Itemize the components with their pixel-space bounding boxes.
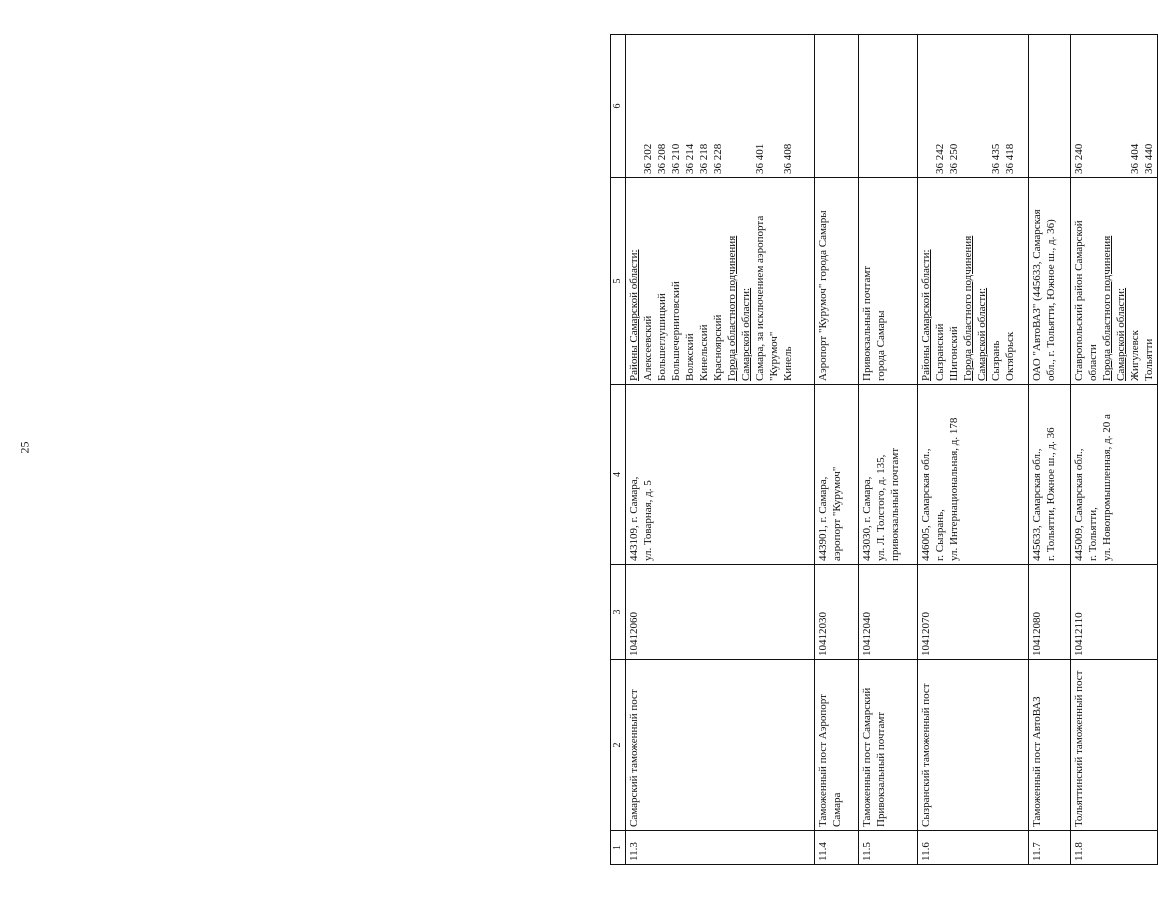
post-name-cell: Таможенный пост Аэропорт Самара bbox=[815, 660, 859, 831]
address-cell bbox=[626, 385, 815, 565]
okato-code-cell bbox=[1029, 35, 1071, 178]
post-code-cell: 10412080 bbox=[1029, 565, 1071, 660]
row-number-cell: 11.8 bbox=[1071, 831, 1158, 865]
cell-line: Октябрьск bbox=[1004, 331, 1016, 381]
cell-line: 36 210 bbox=[670, 143, 682, 174]
region-cell bbox=[1071, 178, 1158, 385]
page-number: 25 bbox=[17, 441, 32, 454]
cell-line: 445633, Самарская обл., bbox=[1031, 448, 1043, 561]
column-header: 3 bbox=[611, 565, 626, 660]
cell-line: 36 440 bbox=[1143, 143, 1155, 174]
post-code-cell: 10412060 bbox=[626, 565, 815, 660]
cell-line: г. Тольятти, bbox=[1087, 507, 1099, 561]
cell-line: Аэропорт "Курумоч" города Самары bbox=[817, 210, 829, 381]
cell-line: 36 418 bbox=[1004, 143, 1016, 174]
cell-line: Города областного подчинения bbox=[726, 235, 738, 381]
column-header: 1 bbox=[611, 831, 626, 865]
table-row bbox=[1071, 35, 1158, 865]
row-number-cell: 11.4 bbox=[815, 831, 859, 865]
cell-line: г. Тольятти, Южное ш., д. 36 bbox=[1045, 427, 1057, 561]
blank-line bbox=[1114, 38, 1128, 174]
table-row bbox=[815, 35, 859, 865]
blank-line bbox=[627, 38, 641, 174]
blank-line bbox=[1100, 38, 1114, 174]
blank-line bbox=[961, 38, 975, 174]
cell-line: ул. Л. Толстого, д. 135, bbox=[875, 454, 887, 561]
post-code-cell: 10412070 bbox=[918, 565, 1029, 660]
cell-line: 443109, г. Самара, bbox=[628, 476, 640, 561]
customs-posts-table bbox=[610, 34, 1158, 865]
cell-line: Шигонский bbox=[948, 326, 960, 381]
cell-line: Кинель bbox=[782, 346, 794, 381]
cell-line: города Самары bbox=[875, 310, 887, 381]
okato-code-cell bbox=[918, 35, 1029, 178]
post-name-cell: Самарский таможенный пост bbox=[626, 660, 815, 831]
table-row bbox=[1029, 35, 1071, 865]
cell-line: области bbox=[1087, 344, 1099, 381]
cell-line: ул. Интернациональная, д. 178 bbox=[948, 417, 960, 561]
cell-line: Большечерниговский bbox=[670, 281, 682, 381]
blank-line bbox=[919, 38, 933, 174]
column-header: 5 bbox=[611, 178, 626, 385]
cell-line: Сызранский bbox=[934, 323, 946, 381]
cell-line: Алексеевский bbox=[642, 315, 654, 381]
cell-line: 443901, г. Самара, bbox=[817, 476, 829, 561]
cell-line: 36 214 bbox=[684, 143, 696, 174]
post-code-cell: 10412110 bbox=[1071, 565, 1158, 660]
address-cell bbox=[918, 385, 1029, 565]
okato-code-cell bbox=[815, 35, 859, 178]
column-header: 4 bbox=[611, 385, 626, 565]
region-cell bbox=[918, 178, 1029, 385]
okato-code-cell bbox=[859, 35, 918, 178]
cell-line: 36 208 bbox=[656, 143, 668, 174]
blank-line bbox=[975, 38, 989, 174]
cell-line: 443030, г. Самара, bbox=[861, 476, 873, 561]
okato-code-cell bbox=[1071, 35, 1158, 178]
cell-line: 36 404 bbox=[1129, 143, 1141, 174]
post-code-cell: 10412030 bbox=[815, 565, 859, 660]
cell-line: Районы Самарской области: bbox=[920, 249, 932, 381]
cell-line: 446005, Самарская обл., bbox=[920, 448, 932, 561]
address-cell bbox=[859, 385, 918, 565]
address-cell bbox=[1029, 385, 1071, 565]
okato-code-cell bbox=[626, 35, 815, 178]
cell-line: Самара, за исключением аэропорта bbox=[754, 215, 766, 381]
cell-line: Самарской области: bbox=[1115, 287, 1127, 381]
cell-line: обл., г. Тольятти, Южное ш., д. 36) bbox=[1045, 219, 1057, 381]
cell-line: Жигулевск bbox=[1129, 330, 1141, 381]
blank-line bbox=[739, 38, 753, 174]
region-cell bbox=[1029, 178, 1071, 385]
post-name-cell: Таможенный пост Самарский Привокзальный почтамт bbox=[859, 660, 918, 831]
row-number-cell: 11.5 bbox=[859, 831, 918, 865]
table-row bbox=[859, 35, 918, 865]
cell-line: привокзальный почтамт bbox=[889, 447, 901, 561]
cell-line: 36 408 bbox=[782, 143, 794, 174]
table-row bbox=[626, 35, 815, 865]
row-number-cell: 11.3 bbox=[626, 831, 815, 865]
row-number-cell: 11.7 bbox=[1029, 831, 1071, 865]
cell-line: "Курумоч" bbox=[768, 331, 780, 381]
address-cell bbox=[1071, 385, 1158, 565]
post-name-cell: Таможенный пост АвтоВАЗ bbox=[1029, 660, 1071, 831]
cell-line: Районы Самарской области: bbox=[628, 249, 640, 381]
address-cell bbox=[815, 385, 859, 565]
cell-line: аэропорт "Курумоч" bbox=[831, 466, 843, 561]
cell-line: 36 228 bbox=[712, 143, 724, 174]
region-cell bbox=[815, 178, 859, 385]
cell-line: г. Сызрань, bbox=[934, 509, 946, 561]
cell-line: Города областного подчинения bbox=[1101, 235, 1113, 381]
cell-line: Красноярский bbox=[712, 314, 724, 381]
cell-line: Самарской области: bbox=[740, 287, 752, 381]
cell-line: Тольятти bbox=[1143, 338, 1155, 381]
cell-line: Привокзальный почтамт bbox=[861, 265, 873, 381]
cell-line: Самарской области: bbox=[976, 287, 988, 381]
post-code-cell: 10412040 bbox=[859, 565, 918, 660]
column-header: 2 bbox=[611, 660, 626, 831]
cell-line: Волжский bbox=[684, 333, 696, 381]
blank-line bbox=[725, 38, 739, 174]
cell-line: 36 250 bbox=[948, 143, 960, 174]
column-header: 6 bbox=[611, 35, 626, 178]
region-cell bbox=[859, 178, 918, 385]
cell-line: Большеглушицкий bbox=[656, 293, 668, 381]
cell-line: ул. Новопромышленная, д. 20 а bbox=[1101, 414, 1113, 561]
cell-line: 36 242 bbox=[934, 143, 946, 174]
cell-line: Города областного подчинения bbox=[962, 235, 974, 381]
cell-line: 36 240 bbox=[1073, 143, 1085, 174]
cell-line: 445009, Самарская обл., bbox=[1073, 448, 1085, 561]
cell-line: 36 218 bbox=[698, 143, 710, 174]
cell-line: ул. Товарная, д. 5 bbox=[642, 480, 654, 561]
cell-line: 36 435 bbox=[990, 143, 1002, 174]
blank-line bbox=[767, 38, 781, 174]
table-row bbox=[918, 35, 1029, 865]
cell-line: ОАО "АвтоВАЗ" (445633, Самарская bbox=[1031, 209, 1043, 381]
cell-line: 36 401 bbox=[754, 143, 766, 174]
header-row bbox=[611, 35, 626, 865]
region-cell bbox=[626, 178, 815, 385]
cell-line: Ставропольский район Самарской bbox=[1073, 220, 1085, 381]
cell-line: Кинельский bbox=[698, 324, 710, 381]
blank-line bbox=[1086, 38, 1100, 174]
post-name-cell: Сызранский таможенный пост bbox=[918, 660, 1029, 831]
cell-line: 36 202 bbox=[642, 143, 654, 174]
post-name-cell: Тольяттинский таможенный пост bbox=[1071, 660, 1158, 831]
row-number-cell: 11.6 bbox=[918, 831, 1029, 865]
cell-line: Сызрань bbox=[990, 340, 1002, 381]
